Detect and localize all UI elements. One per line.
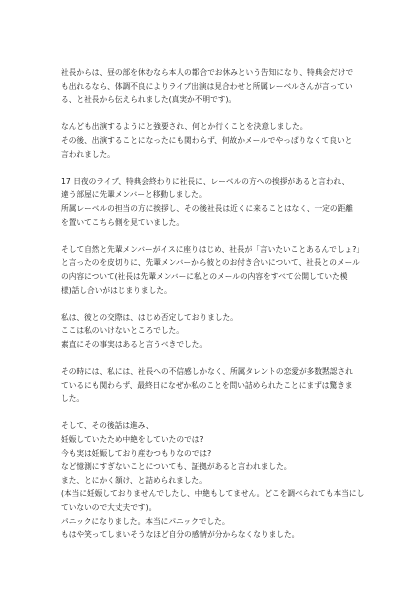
text-line: その時には、私には、社長への不信感しかなく、所属タレントの恋愛が多数黙認され — [61, 367, 353, 377]
text-line: など憶測にすぎないことについても、証拠があると言われました。 — [61, 462, 292, 472]
text-line: また、とにかく頷け、と詰められました。 — [61, 475, 207, 485]
text-line: もはや笑ってしまいそうなほど自分の感情が分からなくなりました。 — [61, 530, 300, 540]
text-line: ていないので大丈夫です)。 — [61, 503, 157, 512]
text-line: ているにも関わらず、最終日になぜか私のことを問い詰められたことにまずは驚きま — [61, 380, 353, 390]
text-line: 妊娠していたため中絶をしていたのでは? — [61, 435, 204, 445]
paragraph — [61, 175, 379, 229]
paragraph — [61, 243, 379, 297]
text-line: 社長からは、昼の部を休むなら本人の都合でお休みという告知になり、特典会だけで — [61, 68, 354, 77]
text-line: そして、その後話は進み、 — [61, 421, 154, 431]
text-line: 所属レーベルの担当の方に挨拶し、その後社長は近くに来ることはなく、一定の距離 — [61, 203, 353, 213]
paragraph — [61, 365, 379, 406]
text-line: 違う部屋に先輩メンバーと移動しました。 — [61, 190, 207, 200]
document-body — [61, 66, 379, 555]
text-line: パニックになりました。本当にパニックでした。 — [61, 516, 230, 526]
text-line: も出れるなら、体調不良によりライブ出演は見合わせと所属レーベルさんが言ってい — [61, 81, 353, 91]
text-line: 私は、彼との交際は、はじめ否定しておりました。 — [61, 312, 238, 322]
text-line: 17 日夜のライブ、特典会終わりに社長に、レーベルの方への挨拶があると言われ、 — [61, 176, 350, 186]
text-line: る、と社長から伝えられました(真実か不明です)。 — [61, 95, 237, 105]
text-line: そして自然と先輩メンバーがイスに座りはじめ、社長が「言いたいことあるんでしょ?」 — [61, 244, 364, 254]
text-line: (本当に妊娠しておりませんでしたし、中絶もしてません。どこを調べられても本当にし — [61, 489, 365, 499]
text-line: なんども出演するようにと強要され、何とか行くことを決意しました。 — [61, 122, 308, 132]
text-line: その後、出演することになったにも関わらず、何故かメールでやっぱりなくて良いと — [61, 135, 353, 145]
text-line: 今も実は妊娠しており産むつもりなのでは? — [61, 448, 212, 458]
text-line: 言われました。 — [61, 149, 115, 159]
text-line: の内容について(社長は先輩メンバーに私とのメールの内容をすべて公開していた模 — [61, 271, 348, 281]
paragraph — [61, 120, 379, 161]
paragraph — [61, 66, 379, 107]
paragraph — [61, 311, 379, 352]
paragraph — [61, 419, 379, 541]
text-line: 素直にその事実はあると言うべきでした。 — [61, 339, 208, 349]
text-line: を置いてこちら側を見ていました。 — [61, 217, 185, 227]
text-line: した。 — [61, 394, 85, 404]
text-line: 様)話し合いがはじまりました。 — [61, 285, 172, 295]
text-line: ここは私のいけないところでした。 — [61, 326, 184, 336]
text-line: と言ったのを皮切りに、先輩メンバーから彼とのお付き合いについて、社長とのメール — [61, 258, 360, 268]
